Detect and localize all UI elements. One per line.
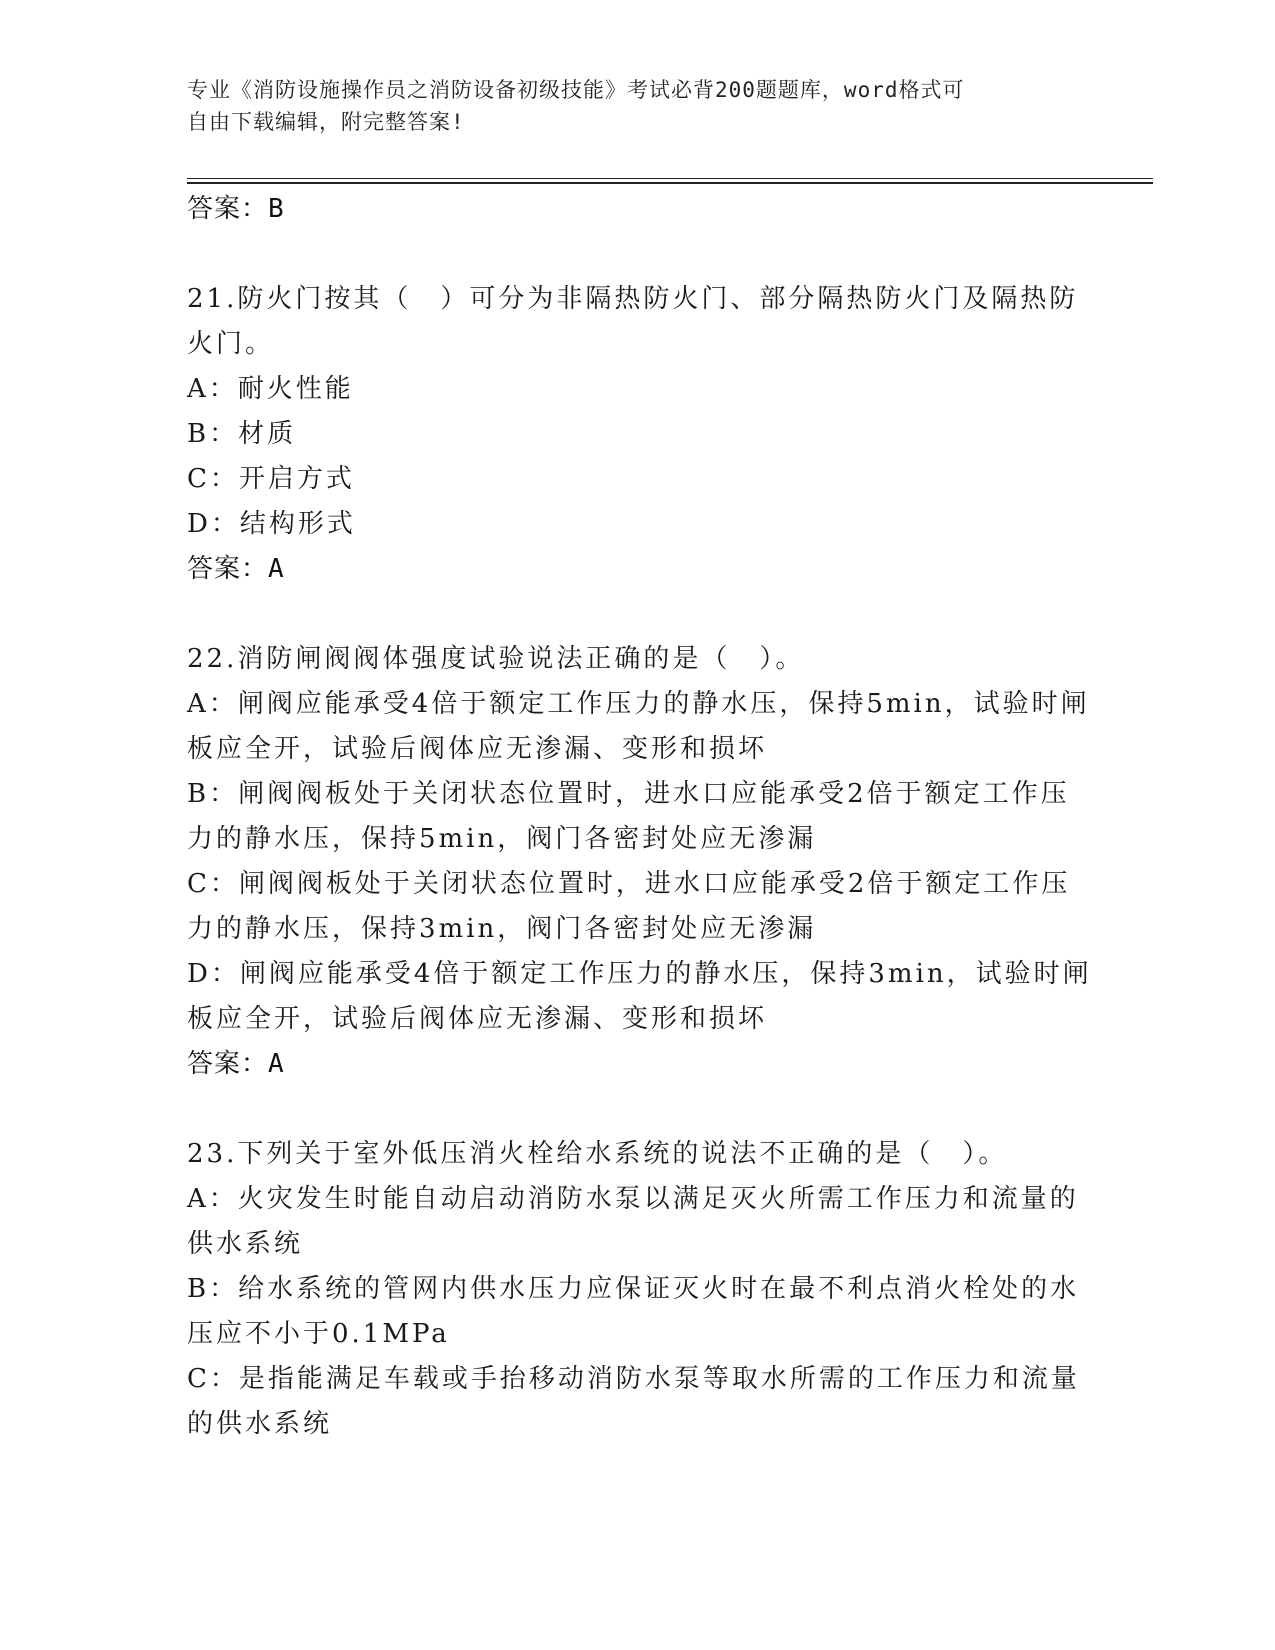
answer-line: 答案：A: [187, 554, 285, 584]
option-a: A：火灾发生时能自动启动消防水泵以满足灭火所需工作压力和流量的: [187, 1184, 1079, 1214]
question-stem: 23.下列关于室外低压消火栓给水系统的说法不正确的是（ ）。: [187, 1139, 1008, 1169]
option-d-cont: 板应全开，试验后阀体应无渗漏、变形和损坏: [187, 1004, 768, 1034]
option-c: C：开启方式: [187, 464, 355, 494]
option-c: C：是指能满足车载或手抬移动消防水泵等取水所需的工作压力和流量: [187, 1364, 1080, 1394]
question-stem: 22.消防闸阀阀体强度试验说法正确的是（ ）。: [187, 644, 805, 674]
answer-line: 答案：A: [187, 1049, 285, 1079]
option-b: B：材质: [187, 419, 297, 449]
question-21: [187, 277, 1087, 592]
option-b: B：给水系统的管网内供水压力应保证灭火时在最不利点消火栓处的水: [187, 1274, 1080, 1304]
question-stem-cont: 火门。: [187, 329, 275, 359]
answer-line: 答案：B: [187, 194, 285, 224]
option-c-cont: 的供水系统: [187, 1409, 333, 1439]
document-header: [187, 74, 1067, 138]
option-d: D：闸阀应能承受4倍于额定工作压力的静水压，保持3min，试验时闸: [187, 959, 1092, 989]
question-23: [187, 1132, 1087, 1447]
option-b: B：闸阀阀板处于关闭状态位置时，进水口应能承受2倍于额定工作压: [187, 779, 1070, 809]
header-line: 专业《消防设施操作员之消防设备初级技能》考试必背200题题库，word格式可: [187, 78, 965, 102]
header-divider: [187, 178, 1153, 179]
spacer: [187, 232, 1087, 277]
option-a-cont: 板应全开，试验后阀体应无渗漏、变形和损坏: [187, 734, 768, 764]
header-line: 自由下载编辑，附完整答案!: [187, 110, 465, 134]
option-a: A：闸阀应能承受4倍于额定工作压力的静水压，保持5min，试验时闸: [187, 689, 1090, 719]
question-stem: 21.防火门按其（ ）可分为非隔热防火门、部分隔热防火门及隔热防: [187, 284, 1079, 314]
spacer: [187, 1087, 1087, 1132]
option-a-cont: 供水系统: [187, 1229, 304, 1259]
option-a: A：耐火性能: [187, 374, 354, 404]
option-c-cont: 力的静水压，保持3min，阀门各密封处应无渗漏: [187, 914, 817, 944]
spacer: [187, 592, 1087, 637]
option-b-cont: 压应不小于0.1MPa: [187, 1319, 450, 1349]
option-b-cont: 力的静水压，保持5min，阀门各密封处应无渗漏: [187, 824, 817, 854]
option-c: C：闸阀阀板处于关闭状态位置时，进水口应能承受2倍于额定工作压: [187, 869, 1071, 899]
option-d: D：结构形式: [187, 509, 356, 539]
document-body: [187, 187, 1092, 1447]
header-divider-thick: [187, 182, 1153, 184]
question-22: [187, 637, 1092, 1087]
